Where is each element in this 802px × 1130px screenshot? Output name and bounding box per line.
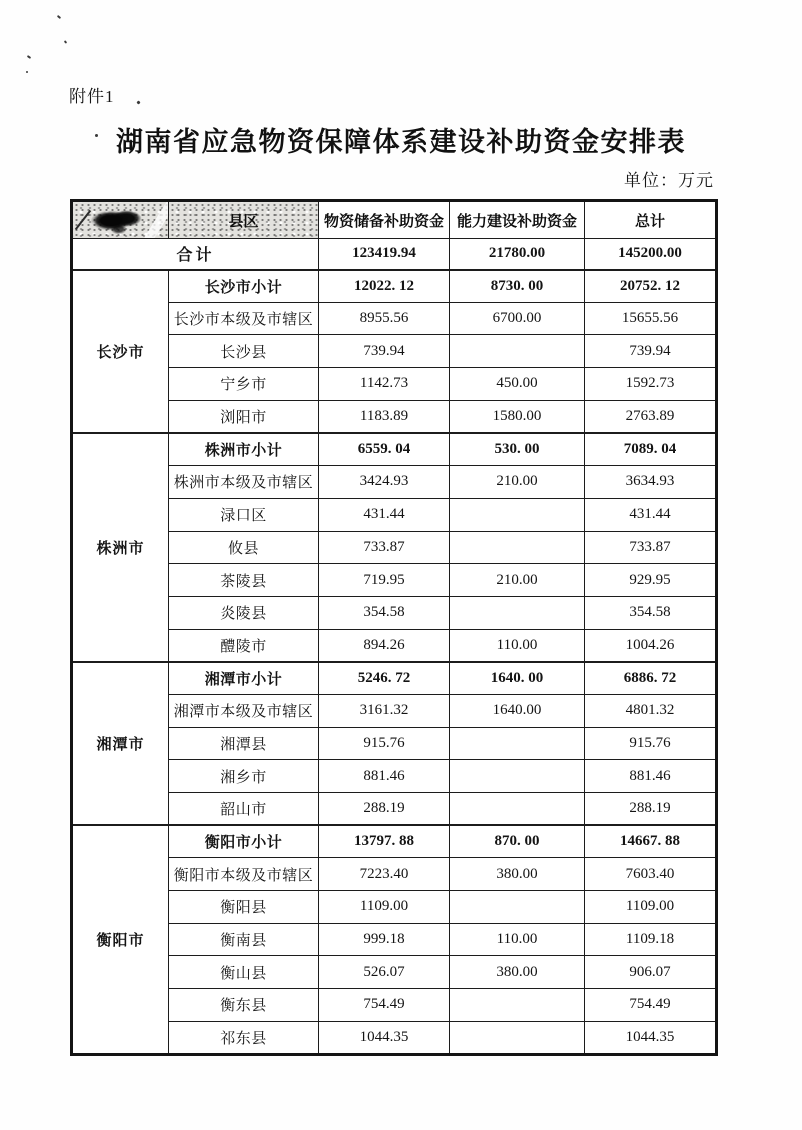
reserve-cell: 7223.40 [319, 858, 450, 891]
reserve-cell: 12022. 12 [319, 270, 450, 303]
capacity-cell: 530. 00 [450, 433, 585, 466]
total-cell: 1109.00 [585, 891, 717, 924]
city-cell: 长沙市 [72, 270, 169, 433]
total-cell: 15655.56 [585, 302, 717, 335]
capacity-cell [450, 891, 585, 924]
grand-total-row [72, 239, 717, 270]
total-cell: 20752. 12 [585, 270, 717, 303]
reserve-cell: 719.95 [319, 564, 450, 597]
table-row [72, 727, 717, 760]
table-row [72, 1021, 717, 1054]
reserve-cell: 733.87 [319, 531, 450, 564]
county-cell: 衡山县 [169, 956, 319, 989]
reserve-cell: 3161.32 [319, 694, 450, 727]
county-cell: 湘潭市小计 [169, 662, 319, 695]
table-row [72, 596, 717, 629]
county-cell: 湘潭市本级及市辖区 [169, 694, 319, 727]
capacity-cell: 6700.00 [450, 302, 585, 335]
county-cell: 炎陵县 [169, 596, 319, 629]
reserve-cell: 739.94 [319, 335, 450, 368]
ink-smudge [73, 202, 168, 238]
unit-label: 单位：万元 [624, 171, 714, 190]
table-row [72, 335, 717, 368]
city-cell: 湘潭市 [72, 662, 169, 825]
total-cell: 2763.89 [585, 400, 717, 433]
total-cell: 1109.18 [585, 923, 717, 956]
total-cell: 1004.26 [585, 629, 717, 662]
table-row [72, 891, 717, 924]
table-row [72, 694, 717, 727]
county-cell: 湘潭县 [169, 727, 319, 760]
county-cell: 株洲市小计 [169, 433, 319, 466]
total-cell: 915.76 [585, 727, 717, 760]
city-cell: 株洲市 [72, 433, 169, 662]
capacity-cell: 110.00 [450, 923, 585, 956]
reserve-cell: 1044.35 [319, 1021, 450, 1054]
group-subtotal-row [72, 270, 717, 303]
capacity-cell: 870. 00 [450, 825, 585, 858]
reserve-cell: 431.44 [319, 498, 450, 531]
table-row [72, 956, 717, 989]
grand-total-label: 合计 [72, 239, 319, 270]
reserve-cell: 5246. 72 [319, 662, 450, 695]
county-cell: 株洲市本级及市辖区 [169, 466, 319, 499]
reserve-cell: 915.76 [319, 727, 450, 760]
table-row [72, 400, 717, 433]
table-row [72, 368, 717, 401]
total-cell: 354.58 [585, 596, 717, 629]
capacity-cell [450, 498, 585, 531]
total-cell: 14667. 88 [585, 825, 717, 858]
table-row [72, 793, 717, 826]
total-cell: 906.07 [585, 956, 717, 989]
ink-slash [74, 210, 90, 230]
scan-speckle [136, 100, 140, 104]
county-cell: 湘乡市 [169, 760, 319, 793]
table-row [72, 498, 717, 531]
table-row [72, 531, 717, 564]
county-cell: 韶山市 [169, 793, 319, 826]
capacity-cell: 380.00 [450, 956, 585, 989]
reserve-cell: 13797. 88 [319, 825, 450, 858]
table-row [72, 302, 717, 335]
reserve-cell: 3424.93 [319, 466, 450, 499]
table-row [72, 989, 717, 1022]
table-row [72, 629, 717, 662]
group-subtotal-row [72, 662, 717, 695]
total-cell: 7603.40 [585, 858, 717, 891]
reserve-cell: 288.19 [319, 793, 450, 826]
header-cell-capacity: 能力建设补助资金 [450, 201, 585, 239]
county-cell: 衡东县 [169, 989, 319, 1022]
grand-total-total-cell: 145200.00 [585, 239, 717, 270]
total-cell: 6886. 72 [585, 662, 717, 695]
county-cell: 长沙县 [169, 335, 319, 368]
reserve-cell: 354.58 [319, 596, 450, 629]
table-row [72, 564, 717, 597]
scan-speckle [27, 55, 31, 59]
table-header-row [72, 201, 717, 239]
capacity-cell: 380.00 [450, 858, 585, 891]
city-cell: 衡阳市 [72, 825, 169, 1054]
county-cell: 长沙市小计 [169, 270, 319, 303]
reserve-cell: 1142.73 [319, 368, 450, 401]
table-row [72, 466, 717, 499]
page-title: 湖南省应急物资保障体系建设补助资金安排表 [116, 127, 686, 157]
reserve-cell: 8955.56 [319, 302, 450, 335]
county-cell: 衡阳市本级及市辖区 [169, 858, 319, 891]
total-cell: 929.95 [585, 564, 717, 597]
capacity-cell [450, 596, 585, 629]
scan-streak [144, 201, 168, 239]
capacity-cell: 450.00 [450, 368, 585, 401]
county-cell: 宁乡市 [169, 368, 319, 401]
capacity-cell: 110.00 [450, 629, 585, 662]
total-cell: 3634.93 [585, 466, 717, 499]
county-cell: 醴陵市 [169, 629, 319, 662]
county-cell: 衡阳县 [169, 891, 319, 924]
reserve-cell: 881.46 [319, 760, 450, 793]
total-cell: 739.94 [585, 335, 717, 368]
county-cell: 茶陵县 [169, 564, 319, 597]
capacity-cell: 210.00 [450, 564, 585, 597]
scan-speckle [57, 15, 61, 19]
reserve-cell: 754.49 [319, 989, 450, 1022]
group-subtotal-row [72, 433, 717, 466]
total-cell: 1044.35 [585, 1021, 717, 1054]
reserve-cell: 6559. 04 [319, 433, 450, 466]
reserve-cell: 1183.89 [319, 400, 450, 433]
county-cell: 浏阳市 [169, 400, 319, 433]
capacity-cell: 8730. 00 [450, 270, 585, 303]
capacity-cell [450, 760, 585, 793]
reserve-cell: 1109.00 [319, 891, 450, 924]
header-cell-total: 总计 [585, 201, 717, 239]
county-cell: 衡阳市小计 [169, 825, 319, 858]
county-cell: 衡南县 [169, 923, 319, 956]
capacity-cell [450, 793, 585, 826]
county-cell: 长沙市本级及市辖区 [169, 302, 319, 335]
reserve-cell: 999.18 [319, 923, 450, 956]
capacity-cell [450, 531, 585, 564]
capacity-cell [450, 1021, 585, 1054]
table-row [72, 760, 717, 793]
table-row [72, 858, 717, 891]
reserve-cell: 894.26 [319, 629, 450, 662]
capacity-cell [450, 335, 585, 368]
reserve-cell: 526.07 [319, 956, 450, 989]
grand-total-capacity-cell: 21780.00 [450, 239, 585, 270]
total-cell: 7089. 04 [585, 433, 717, 466]
table-row [72, 923, 717, 956]
total-cell: 733.87 [585, 531, 717, 564]
total-cell: 431.44 [585, 498, 717, 531]
header-cell-region [72, 201, 169, 239]
capacity-cell: 210.00 [450, 466, 585, 499]
capacity-cell: 1640. 00 [450, 662, 585, 695]
subsidy-table [70, 199, 718, 1056]
total-cell: 881.46 [585, 760, 717, 793]
header-cell-county: 县区 [169, 201, 319, 239]
total-cell: 4801.32 [585, 694, 717, 727]
scan-speckle [26, 71, 28, 73]
capacity-cell [450, 989, 585, 1022]
county-cell: 祁东县 [169, 1021, 319, 1054]
attachment-label: 附件1 [69, 87, 115, 106]
total-cell: 1592.73 [585, 368, 717, 401]
group-subtotal-row [72, 825, 717, 858]
grand-total-reserve-cell: 123419.94 [319, 239, 450, 270]
capacity-cell: 1640.00 [450, 694, 585, 727]
capacity-cell: 1580.00 [450, 400, 585, 433]
county-cell: 渌口区 [169, 498, 319, 531]
capacity-cell [450, 727, 585, 760]
ink-blob [90, 205, 145, 235]
header-cell-reserve: 物资储备补助资金 [319, 201, 450, 239]
total-cell: 288.19 [585, 793, 717, 826]
total-cell: 754.49 [585, 989, 717, 1022]
scan-speckle [64, 40, 67, 44]
county-cell: 攸县 [169, 531, 319, 564]
